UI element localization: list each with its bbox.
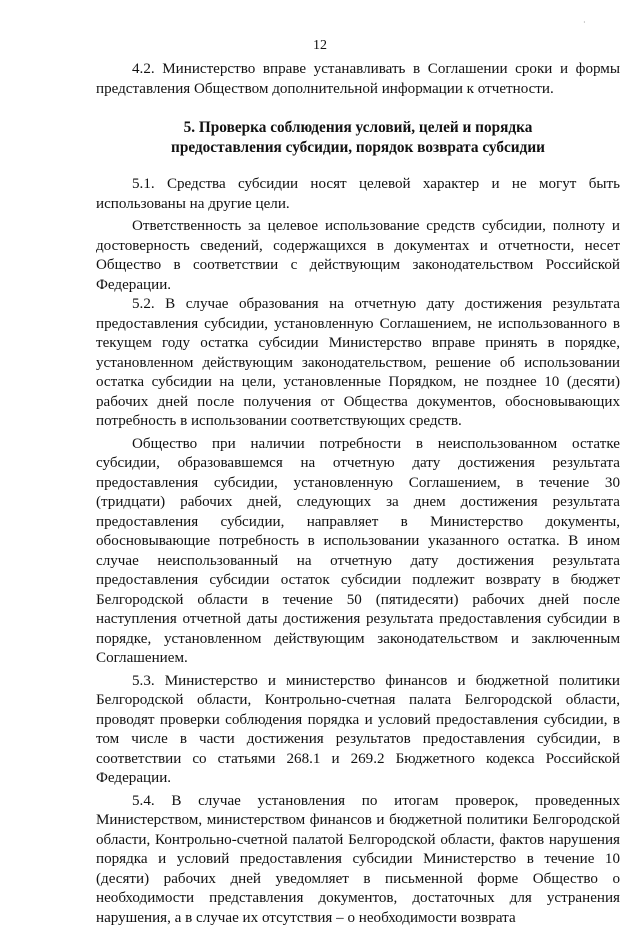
paragraph-responsibility: Ответственность за целевое использование средств субсидии, полноту и достоверность сведений, содержащихся в документах и отчетности, несет Общество в соответствии с действующим законодательством Российской Федерации.	[96, 217, 620, 295]
page-number: 12	[0, 38, 640, 54]
section-heading	[96, 118, 620, 157]
paragraph-4-2: 4.2. Министерство вправе устанавливать в Соглашении сроки и формы представления Обществом дополнительной информации к отчетности.	[96, 60, 620, 99]
paragraph-5-3: 5.3. Министерство и министерство финансов и бюджетной политики Белгородской области, Контрольно-счетная палата Белгородской области, проводят проверки соблюдения порядка и условий предоставления субсидии, в том числе в части достижения результатов предоставления субсидии, в соответствии со статьями 268.1 и 269.2 Бюджетного кодекса Российской Федерации.	[96, 672, 620, 789]
section-heading-line-2: предоставления субсидии, порядок возврата субсидии	[96, 138, 620, 158]
document-body	[96, 60, 620, 928]
paragraph-5-1: 5.1. Средства субсидии носят целевой характер и не могут быть использованы на другие цели.	[96, 175, 620, 214]
scan-mark: ·	[583, 18, 586, 27]
section-heading-line-1: 5. Проверка соблюдения условий, целей и порядка	[96, 118, 620, 138]
paragraph-5-4: 5.4. В случае установления по итогам проверок, проведенных Министерством, министерством финансов и бюджетной политики Белгородской области, Контрольно-счетной палатой Белгородской области, фактов нарушения порядка и условий предоставления субсидии Министерство в течение 10 (десяти) рабочих дней уведомляет в письменной форме Общество о необходимости представления документов, достаточных для устранения нарушения, а в случае их отсутствия – о необходимости возврата	[96, 792, 620, 928]
paragraph-5-2: 5.2. В случае образования на отчетную дату достижения результата предоставления субсидии, установленную Соглашением, не использованного в текущем году остатка субсидии Министерство вправе принять в порядке, установленном действующим законодательством, решение об использовании остатка субсидии на цели, установленные Порядком, не позднее 10 (десяти) рабочих дней после получения от Общества документов, обосновывающих потребность в использовании соответствующих средств.	[96, 295, 620, 432]
paragraph-unused-balance: Общество при наличии потребности в неиспользованном остатке субсидии, образовавшемся на отчетную дату достижения результата предоставления субсидии, установленную Соглашением, в течение 30 (тридцати) рабочих дней, следующих за днем достижения результата предоставления субсидии, направляет в Министерство документы, обосновывающие потребность в использовании указанного остатка. В ином случае неиспользованный на отчетную дату достижения результата предоставления субсидии остаток субсидии подлежит возврату в бюджет Белгородской области в течение 50 (пятидесяти) рабочих дней после наступления отчетной даты достижения результата предоставления субсидии в порядке, установленном действующим законодательством и заключенным Соглашением.	[96, 435, 620, 669]
